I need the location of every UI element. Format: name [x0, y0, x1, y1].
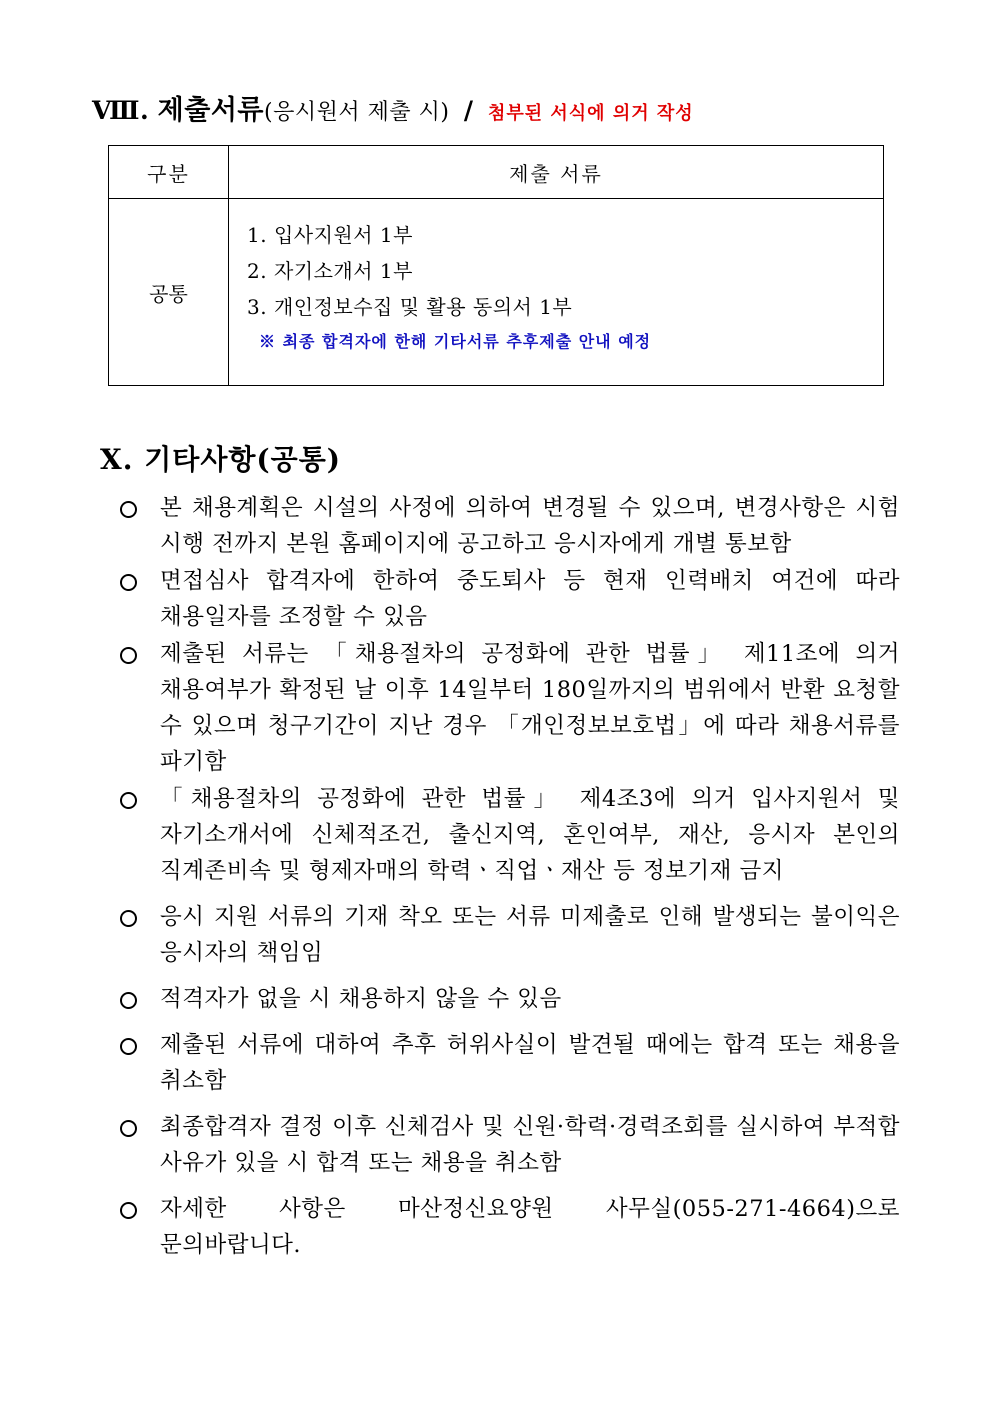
circle-bullet-icon	[120, 792, 137, 809]
circle-bullet-icon	[120, 647, 137, 664]
list-item	[118, 981, 900, 1017]
list-item	[118, 899, 900, 971]
circle-bullet-icon	[120, 1038, 137, 1055]
submission-documents-table	[108, 145, 884, 386]
section-8-number: Ⅷ.	[92, 96, 150, 125]
section-8-heading	[92, 88, 694, 127]
section-8-title: 제출서류	[157, 95, 264, 126]
notes-list	[118, 490, 900, 1263]
circle-bullet-icon	[120, 910, 137, 927]
list-item-text: 적격자가 없을 시 채용하지 않을 수 있음	[160, 986, 562, 1012]
list-item-text: 본 채용계획은 시설의 사정에 의하여 변경될 수 있으며, 변경사항은 시험 시행 전까지 본원 홈페이지에 공고하고 응시자에게 개별 통보함	[160, 495, 900, 557]
list-item-text: 응시 지원 서류의 기재 착오 또는 서류 미제출로 인해 발생되는 불이익은 응시자의 책임임	[160, 904, 900, 966]
section-8-note: 첨부된 서식에 의거 작성	[487, 103, 694, 124]
list-item	[118, 1109, 900, 1181]
list-item-text: 자세한 사항은 마산정신요양원 사무실(055-271-4664)으로 문의바랍니다.	[160, 1196, 900, 1258]
table-row	[109, 199, 884, 386]
list-item	[118, 563, 900, 635]
list-item	[118, 490, 900, 562]
list-item-text: 최종합격자 결정 이후 신체검사 및 신원·학력·경력조회를 실시하여 부적합 사유가 있을 시 합격 또는 채용을 취소함	[160, 1114, 900, 1176]
list-item	[118, 1191, 900, 1263]
table-header-documents: 제출 서류	[229, 146, 884, 199]
document-item: 1. 입사지원서 1부	[247, 223, 413, 247]
list-item	[118, 1027, 900, 1099]
circle-bullet-icon	[120, 992, 137, 1009]
list-item-text: 면접심사 합격자에 한하여 중도퇴사 등 현재 인력배치 여건에 따라 채용일자를 조정할 수 있음	[160, 568, 900, 630]
list-item	[118, 781, 900, 889]
document-item: 3. 개인정보수집 및 활용 동의서 1부	[247, 295, 573, 319]
circle-bullet-icon	[120, 1202, 137, 1219]
list-item-text: 제출된 서류에 대하여 추후 허위사실이 발견될 때에는 합격 또는 채용을 취소함	[160, 1032, 900, 1094]
list-item	[118, 636, 900, 780]
section-8-subtitle: (응시원서 제출 시)	[263, 100, 450, 125]
section-10-heading: Ⅹ. 기타사항(공통)	[100, 443, 342, 476]
list-item-text: 제출된 서류는 「채용절차의 공정화에 관한 법률」 제11조에 의거 채용여부가 확정된 날 이후 14일부터 180일까지의 범위에서 반환 요청할 수 있으며 청구기간이 지난 경우 「개인정보보호법」에 따라 채용서류를 파기함	[160, 641, 900, 775]
table-cell-category: 공통	[109, 199, 229, 386]
table-note: ※ 최종 합격자에 한해 기타서류 추후제출 안내 예정	[259, 332, 652, 351]
table-cell-documents	[229, 199, 884, 386]
list-item-text: 「채용절차의 공정화에 관한 법률」 제4조3에 의거 입사지원서 및 자기소개서에 신체적조건, 출신지역, 혼인여부, 재산, 응시자 본인의 직계존비속 및 형제자매의 학력ㆍ직업ㆍ재산 등 정보기재 금지	[160, 786, 900, 884]
circle-bullet-icon	[120, 574, 137, 591]
circle-bullet-icon	[120, 501, 137, 518]
section-8-slash: /	[463, 96, 474, 125]
document-item: 2. 자기소개서 1부	[247, 259, 413, 283]
circle-bullet-icon	[120, 1120, 137, 1137]
table-header-category: 구분	[109, 146, 229, 199]
table-header-row	[109, 146, 884, 199]
